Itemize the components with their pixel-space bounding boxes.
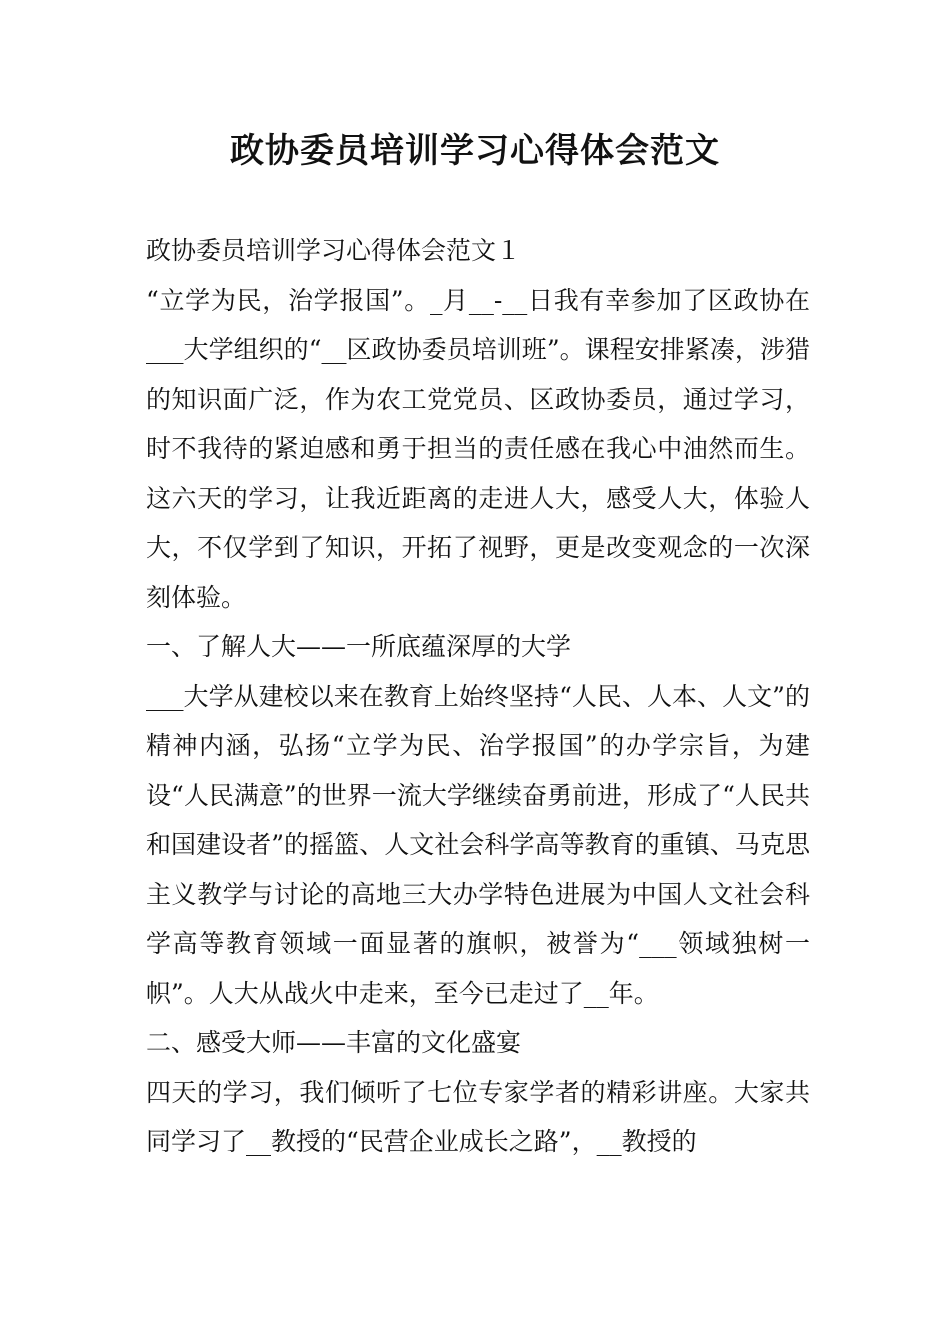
paragraph-lectures: 四天的学习，我们倾听了七位专家学者的精彩讲座。大家共同学习了__教授的“民营企业成长之路”，__教授的	[146, 1077, 810, 1156]
paragraph-intro: “立学为民，治学报国”。_月__-__日我有幸参加了区政协在___大学组织的“__区政协委员培训班”。课程安排紧凑，涉猎的知识面广泛，作为农工党党员、区政协委员，通过学习，时不我待的紧迫感和勇于担当的责任感在我心中油然而生。这六天的学习，让我近距离的走进人大，感受人大，体验人大，不仅学到了知识，开拓了视野，更是改变观念的一次深刻体验。	[146, 285, 810, 612]
document-title: 政协委员培训学习心得体会范文	[230, 131, 720, 171]
section-heading-1: 一、了解人大——一所底蕴深厚的大学	[146, 632, 572, 661]
section-subtitle: 政协委员培训学习心得体会范文１	[146, 236, 522, 265]
section-heading-2: 二、感受大师——丰富的文化盛宴	[146, 1028, 522, 1057]
document-body	[146, 226, 810, 1167]
paragraph-university: ___大学从建校以来在教育上始终坚持“人民、人本、人文”的精神内涵，弘扬“立学为民、治学报国”的办学宗旨，为建设“人民满意”的世界一流大学继续奋勇前进，形成了“人民共和国建设者”的摇篮、人文社会科学高等教育的重镇、马克思主义教学与讨论的高地三大办学特色进展为中国人文社会科学高等教育领域一面显著的旗帜，被誉为“___领域独树一帜”。人大从战火中走来，至今已走过了__年。	[146, 681, 810, 1008]
